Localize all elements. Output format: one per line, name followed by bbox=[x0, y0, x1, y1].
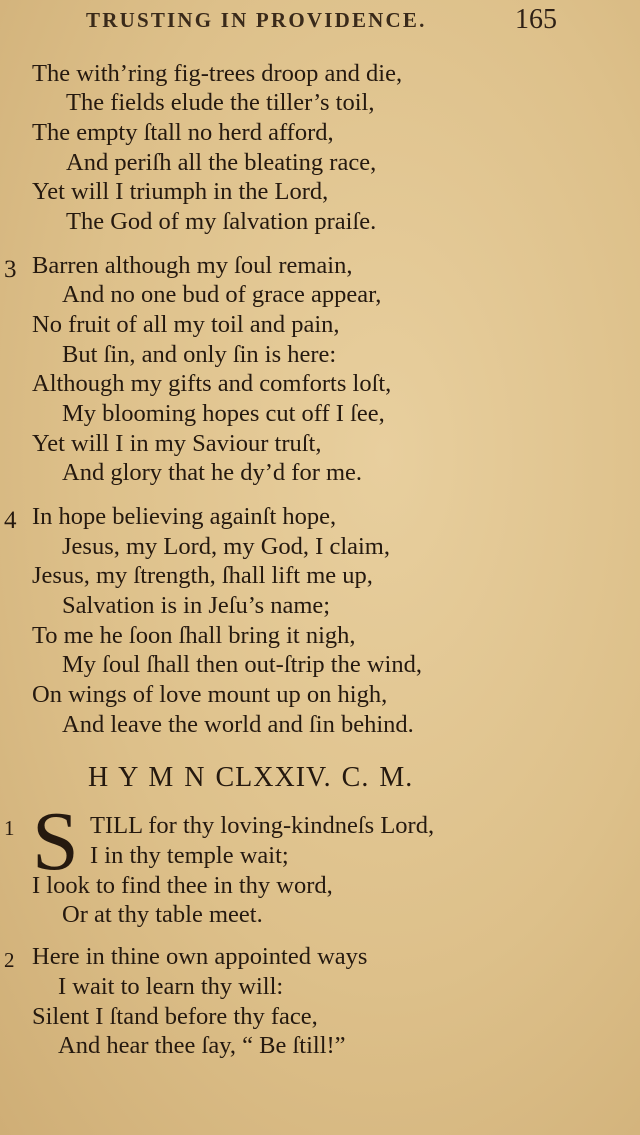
verse-line: And no one bud of grace appear, bbox=[62, 281, 382, 308]
verse-line: The with’ring fig-trees droop and die, bbox=[32, 60, 403, 87]
hymn-title: H Y M N CLXXIV. C. M. bbox=[88, 762, 414, 793]
verse-line: But ſin, and only ſin is here: bbox=[62, 341, 337, 368]
verse-line: And leave the world and ſin behind. bbox=[62, 711, 414, 738]
verse-line: Jesus, my Lord, my God, I claim, bbox=[62, 533, 390, 560]
verse-line: Silent I ſtand before thy face, bbox=[32, 1003, 318, 1030]
verse-line: Although my gifts and comforts loſt, bbox=[32, 370, 392, 397]
verse-line: The fields elude the tiller’s toil, bbox=[66, 89, 375, 116]
verse-line: Yet will I triumph in the Lord, bbox=[32, 178, 329, 205]
verse-line: No fruit of all my toil and pain, bbox=[32, 311, 340, 338]
page-header bbox=[0, 4, 640, 36]
verse-line: Salvation is in Jeſu’s name; bbox=[62, 592, 331, 619]
drop-cap: S bbox=[32, 795, 79, 888]
verse-line: And periſh all the bleating race, bbox=[66, 149, 377, 176]
verse-line: To me he ſoon ſhall bring it nigh, bbox=[32, 622, 356, 649]
verse-line: And glory that he dy’d for me. bbox=[62, 459, 363, 486]
verse-line: Barren although my ſoul remain, bbox=[32, 252, 353, 279]
stanza-number: 3 bbox=[4, 256, 17, 283]
verse-line: TILL for thy loving-kindneſs Lord, bbox=[90, 812, 435, 839]
verse-line: The empty ſtall no herd afford, bbox=[32, 119, 334, 146]
verse-line: I look to find thee in thy word, bbox=[32, 872, 333, 899]
verse-line: My ſoul ſhall then out-ſtrip the wind, bbox=[62, 651, 422, 678]
verse-line: The God of my ſalvation praiſe. bbox=[66, 208, 377, 235]
page-number: 165 bbox=[515, 4, 557, 35]
verse-line: I wait to learn thy will: bbox=[58, 973, 284, 1000]
verse-line: And hear thee ſay, “ Be ſtill!” bbox=[58, 1032, 346, 1059]
running-head: TRUSTING IN PROVIDENCE. bbox=[86, 8, 427, 32]
verse-line: I in thy temple wait; bbox=[90, 842, 289, 869]
verse-line: Or at thy table meet. bbox=[62, 901, 263, 928]
verse-line: My blooming hopes cut off I ſee, bbox=[62, 400, 385, 427]
verse-line: Jesus, my ſtrength, ſhall lift me up, bbox=[32, 562, 373, 589]
verse-line: On wings of love mount up on high, bbox=[32, 681, 388, 708]
verse-number: 1 bbox=[4, 816, 15, 840]
verse-line: Yet will I in my Saviour truſt, bbox=[32, 430, 322, 457]
verse-line: In hope believing againſt hope, bbox=[32, 503, 337, 530]
stanza-number: 4 bbox=[4, 507, 17, 534]
verse-line: Here in thine own appointed ways bbox=[32, 943, 368, 970]
verse-number: 2 bbox=[4, 948, 15, 972]
